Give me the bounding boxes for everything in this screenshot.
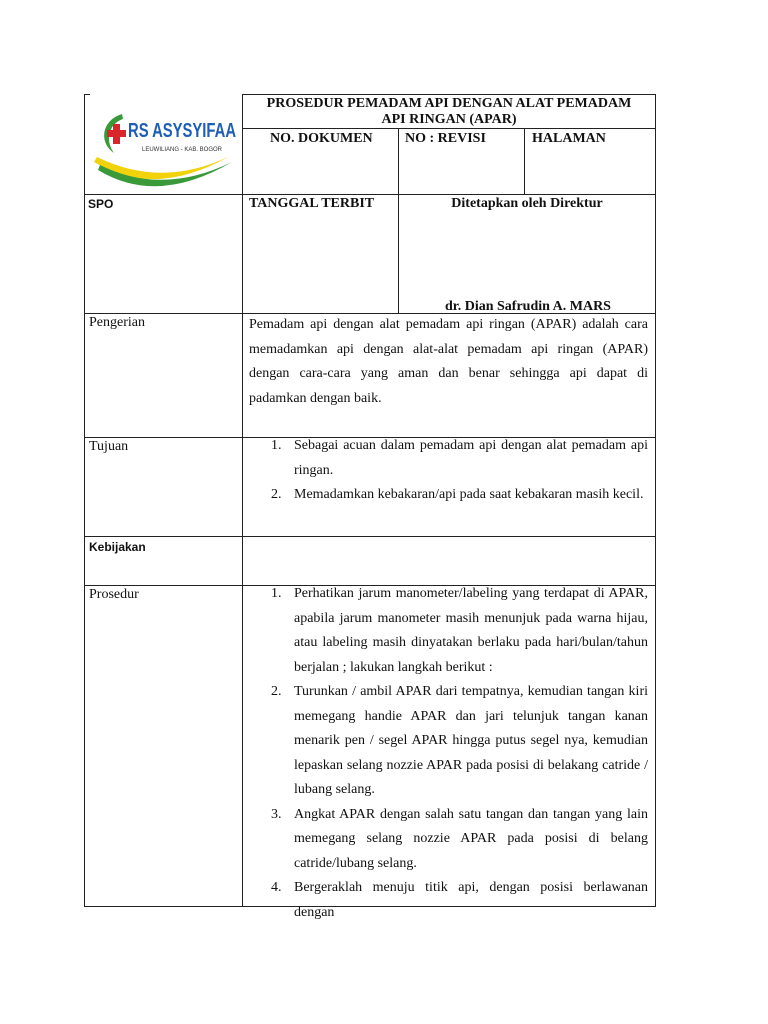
no-revisi-label: NO : REVISI xyxy=(405,131,486,146)
no-dokumen-label: NO. DOKUMEN xyxy=(270,131,373,146)
title-line-1: PROSEDUR PEMADAM API DENGAN ALAT PEMADAM xyxy=(266,96,632,111)
list-item xyxy=(243,680,648,803)
director-name: dr. Dian Safrudin A. MARS xyxy=(445,299,611,314)
logo-name: RS ASYSYIFAA xyxy=(128,120,237,142)
list-item-text: Sebagai acuan dalam pemadam api dengan alat pemadam api ringan. xyxy=(294,438,648,478)
list-item-number: 2. xyxy=(271,684,282,699)
prosedur-list xyxy=(243,582,648,925)
pengertian-label: Pengerian xyxy=(89,315,145,330)
document-title xyxy=(243,96,655,128)
prosedur-label: Prosedur xyxy=(89,587,139,602)
list-item xyxy=(243,876,648,925)
spo-label: SPO xyxy=(88,197,114,211)
title-bottom-border xyxy=(242,128,655,129)
list-item-number: 4. xyxy=(271,880,282,895)
list-item-text: Memadamkan kebakaran/api pada saat kebakaran masih kecil. xyxy=(294,487,644,502)
title-line-2: API RINGAN (APAR) xyxy=(381,112,517,127)
tujuan-list xyxy=(243,434,648,508)
table-left-border xyxy=(84,94,85,907)
pengertian-text: Pemadam api dengan alat pemadam api ringan (APAR) adalah cara memadamkan api dengan alat-alat pemadam api ringan (APAR) dengan cara-cara yang aman dan benar sehingga api dapat di padamkan dengan baik. xyxy=(249,317,648,406)
ditetapkan-label: Ditetapkan oleh Direktur xyxy=(451,196,603,211)
list-item-number: 1. xyxy=(271,586,282,601)
halaman-column-divider xyxy=(524,128,525,195)
list-item xyxy=(243,582,648,680)
list-item xyxy=(243,434,648,483)
logo-subtitle: LEUWILIANG - KAB. BOGOR xyxy=(142,147,223,153)
tujuan-row-bottom-border xyxy=(84,536,655,537)
tujuan-label: Tujuan xyxy=(89,439,129,454)
table-right-border xyxy=(655,94,656,907)
list-item-number: 3. xyxy=(271,806,282,822)
list-item-number: 2. xyxy=(271,487,282,502)
list-item xyxy=(243,803,648,877)
revisi-column-divider xyxy=(398,128,399,314)
list-item xyxy=(243,483,648,508)
table-top-border xyxy=(242,94,655,95)
tanggal-terbit-label: TANGGAL TERBIT xyxy=(249,196,375,211)
kebijakan-label: Kebijakan xyxy=(89,540,146,554)
list-item-text: Perhatikan jarum manometer/labeling yang terdapat di APAR, apabila jarum manometer masih menunjuk pada warna hijau, atau labeling masih dinyatakan berlaku pada hari/bulan/tahun berjalan ; lakukan langkah berikut : xyxy=(294,586,648,675)
hospital-logo xyxy=(92,100,237,195)
list-item-text: Bergeraklah menuju titik api, dengan posisi berlawanan dengan xyxy=(294,880,648,920)
list-item-text: Angkat APAR dengan salah satu tangan dan tangan yang lain memegang selang nozzie APAR pada posisi di belang catride/lubang selang. xyxy=(294,806,648,871)
halaman-label: HALAMAN xyxy=(532,131,606,146)
list-item-number: 1. xyxy=(271,438,282,453)
list-item-text: Turunkan / ambil APAR dari tempatnya, kemudian tangan kiri memegang handie APAR dan jari telunjuk tangan kanan menarik pen / segel APAR hingga putus segel nya, kemudian lepaskan selang nozzie APAR pada posisi di belakang catride / lubang selang. xyxy=(294,684,648,797)
